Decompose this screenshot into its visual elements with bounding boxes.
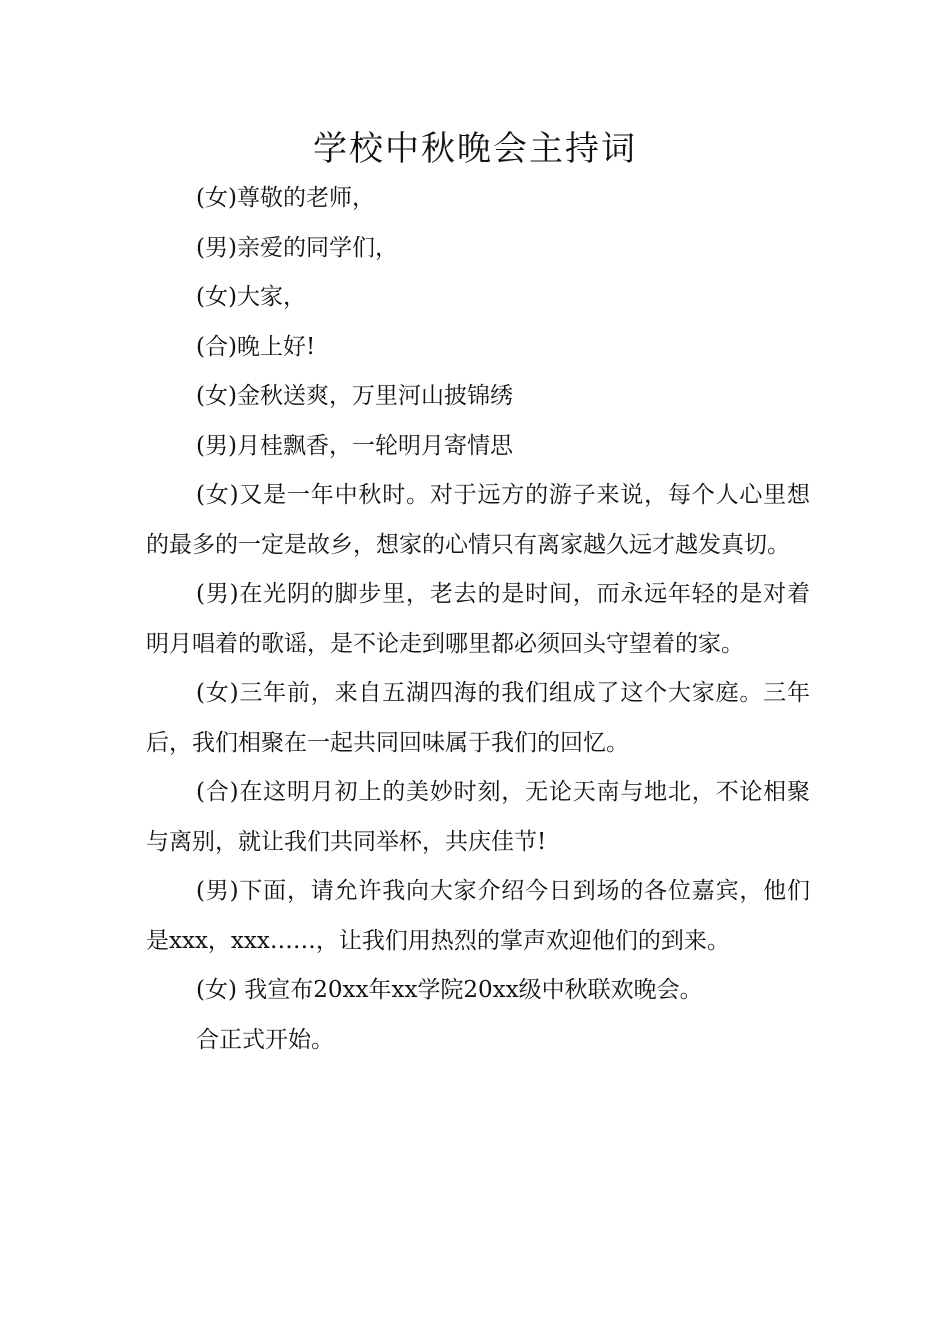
paragraph: (男)下面，请允许我向大家介绍今日到场的各位嘉宾，他们是xxx，xxx……，让我们用热烈的掌声欢迎他们的到来。 (146, 878, 810, 954)
paragraph: (女)三年前，来自五湖四海的我们组成了这个大家庭。三年后，我们相聚在一起共同回味属于我们的回忆。 (146, 680, 810, 756)
paragraph: (合)在这明月初上的美妙时刻，无论天南与地北，不论相聚与离别，就让我们共同举杯，共庆佳节! (146, 779, 810, 855)
paragraph: (女)大家， (196, 284, 306, 310)
paragraph: (男)月桂飘香，一轮明月寄情思 (196, 432, 513, 459)
paragraph: (女) 我宣布20xx年xx学院20xx级中秋联欢晚会。 (196, 977, 703, 1003)
paragraph: (女)尊敬的老师， (196, 185, 375, 211)
paragraph: (女)又是一年中秋时。对于远方的游子来说，每个人心里想的最多的一定是故乡，想家的心情只有离家越久远才越发真切。 (146, 482, 810, 558)
document-title: 学校中秋晚会主持词 (313, 129, 637, 169)
paragraph: 合正式开始。 (196, 1026, 334, 1053)
paragraph: (男)在光阴的脚步里，老去的是时间，而永远年轻的是对着明月唱着的歌谣，是不论走到哪里都必须回头守望着的家。 (146, 581, 810, 657)
paragraph: (女)金秋送爽，万里河山披锦绣 (196, 383, 513, 409)
paragraph: (男)亲爱的同学们， (196, 234, 398, 261)
document-body (146, 174, 810, 1065)
paragraph: (合)晚上好! (196, 333, 316, 360)
